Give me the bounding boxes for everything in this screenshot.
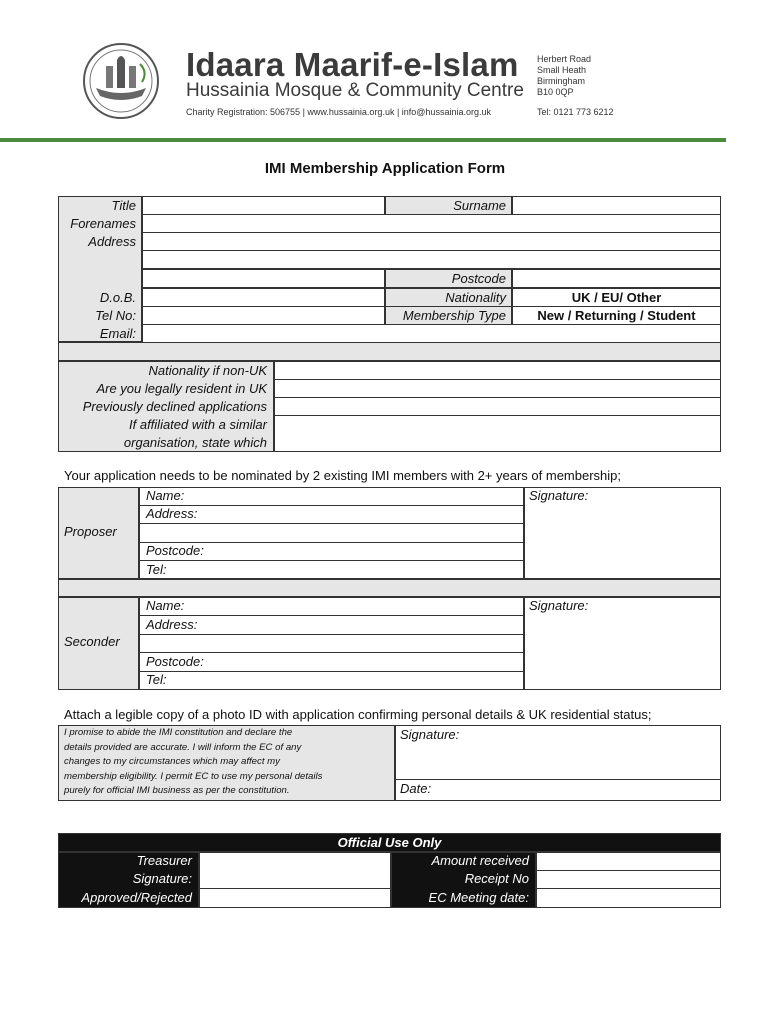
email-field[interactable] — [142, 324, 721, 343]
seconder-postcode-label: Postcode: — [146, 654, 204, 669]
proposer-details-field[interactable] — [139, 487, 524, 579]
treasurer-label: Treasurer — [136, 853, 192, 868]
proposer-heading: Proposer — [64, 524, 117, 539]
treasurer-signature-field[interactable] — [199, 852, 391, 889]
declaration-line: details provided are accurate. I will inform the EC of any — [64, 742, 302, 753]
treasurer-signature-label: Signature: — [132, 871, 192, 886]
header-divider — [0, 138, 726, 142]
approved-rejected-field[interactable] — [199, 888, 391, 908]
dob-field[interactable] — [142, 288, 385, 307]
forenames-field[interactable] — [142, 214, 721, 233]
nationality-nonuk-field[interactable] — [274, 361, 721, 380]
email-label: Email: — [99, 326, 136, 341]
nationality-options-text: UK / EU/ Other — [571, 290, 662, 305]
seconder-name-label: Name: — [146, 598, 185, 613]
seconder-address-label: Address: — [146, 617, 198, 632]
photo-id-note: Attach a legible copy of a photo ID with application confirming personal details & UK residential status; — [64, 707, 652, 722]
declaration-line: purely for official IMI business as per the constitution. — [64, 785, 290, 796]
tel-field[interactable] — [142, 306, 385, 325]
centre-name: Hussainia Mosque & Community Centre — [186, 80, 524, 101]
forenames-label: Forenames — [70, 216, 136, 231]
tel-label: Tel No: — [95, 308, 136, 323]
title-label: Title — [111, 198, 136, 213]
postcode-label: Postcode — [451, 271, 506, 286]
surname-label: Surname — [453, 198, 506, 213]
org-name: Idaara Maarif-e-Islam — [186, 46, 519, 83]
surname-field[interactable] — [512, 196, 721, 215]
proposer-line — [139, 523, 524, 524]
legally-resident-field[interactable] — [274, 379, 721, 398]
address-line-1-field[interactable] — [142, 232, 721, 251]
section-spacer — [58, 342, 721, 361]
address-line-3-field[interactable] — [142, 269, 385, 288]
legally-resident-label: Are you legally resident in UK — [96, 381, 267, 396]
official-use-heading: Official Use Only — [337, 835, 442, 850]
section-spacer — [58, 579, 721, 597]
receipt-no-label: Receipt No — [464, 871, 529, 886]
affiliated-label-line-2: organisation, state which — [123, 435, 267, 450]
membership-type-label: Membership Type — [402, 308, 506, 323]
declined-field[interactable] — [274, 397, 721, 416]
seconder-line — [139, 671, 524, 672]
org-address: Herbert Road Small Heath Birmingham B10 0QP — [537, 54, 592, 97]
address-label: Address — [88, 234, 136, 249]
declaration-line: I promise to abide the IMI constitution and declare the — [64, 727, 293, 738]
nationality-label: Nationality — [445, 290, 506, 305]
approved-rejected-label: Approved/Rejected — [81, 890, 192, 905]
declaration-line: changes to my circumstances which may affect my — [64, 756, 280, 767]
proposer-tel-label: Tel: — [146, 562, 167, 577]
declaration-line: membership eligibility. I permit EC to use my personal details — [64, 771, 323, 782]
org-telephone: Tel: 0121 773 6212 — [537, 107, 614, 117]
nomination-intro: Your application needs to be nominated by 2 existing IMI members with 2+ years of membership; — [64, 468, 622, 483]
seconder-signature-label: Signature: — [529, 598, 589, 613]
nationality-nonuk-label: Nationality if non-UK — [148, 363, 267, 378]
proposer-name-label: Name: — [146, 488, 185, 503]
proposer-postcode-label: Postcode: — [146, 543, 204, 558]
ec-meeting-date-field[interactable] — [536, 888, 721, 908]
receipt-no-field[interactable] — [536, 870, 721, 889]
proposer-line — [139, 560, 524, 561]
membership-type-options-text: New / Returning / Student — [537, 308, 696, 323]
declaration-signature-label: Signature: — [400, 727, 460, 742]
affiliated-field[interactable] — [274, 415, 721, 452]
proposer-signature-label: Signature: — [529, 488, 589, 503]
ec-meeting-date-label: EC Meeting date: — [428, 890, 529, 905]
seconder-line — [139, 634, 524, 635]
seconder-details-field[interactable] — [139, 597, 524, 690]
declaration-date-field[interactable] — [395, 779, 721, 801]
seconder-heading: Seconder — [64, 634, 120, 649]
declaration-date-label: Date: — [400, 781, 432, 796]
amount-received-label: Amount received — [431, 853, 529, 868]
seconder-tel-label: Tel: — [146, 672, 167, 687]
amount-received-field[interactable] — [536, 852, 721, 871]
postcode-field[interactable] — [512, 269, 721, 288]
mosque-logo — [82, 42, 160, 120]
title-field[interactable] — [142, 196, 385, 215]
contact-line: Charity Registration: 506755 | www.hussainia.org.uk | info@hussainia.org.uk — [186, 107, 491, 117]
proposer-address-label: Address: — [146, 506, 198, 521]
form-title: IMI Membership Application Form — [264, 160, 506, 177]
declined-label: Previously declined applications — [82, 399, 267, 414]
dob-label: D.o.B. — [99, 290, 136, 305]
address-line-2-field[interactable] — [142, 250, 721, 269]
affiliated-label-line-1: If affiliated with a similar — [129, 417, 267, 432]
